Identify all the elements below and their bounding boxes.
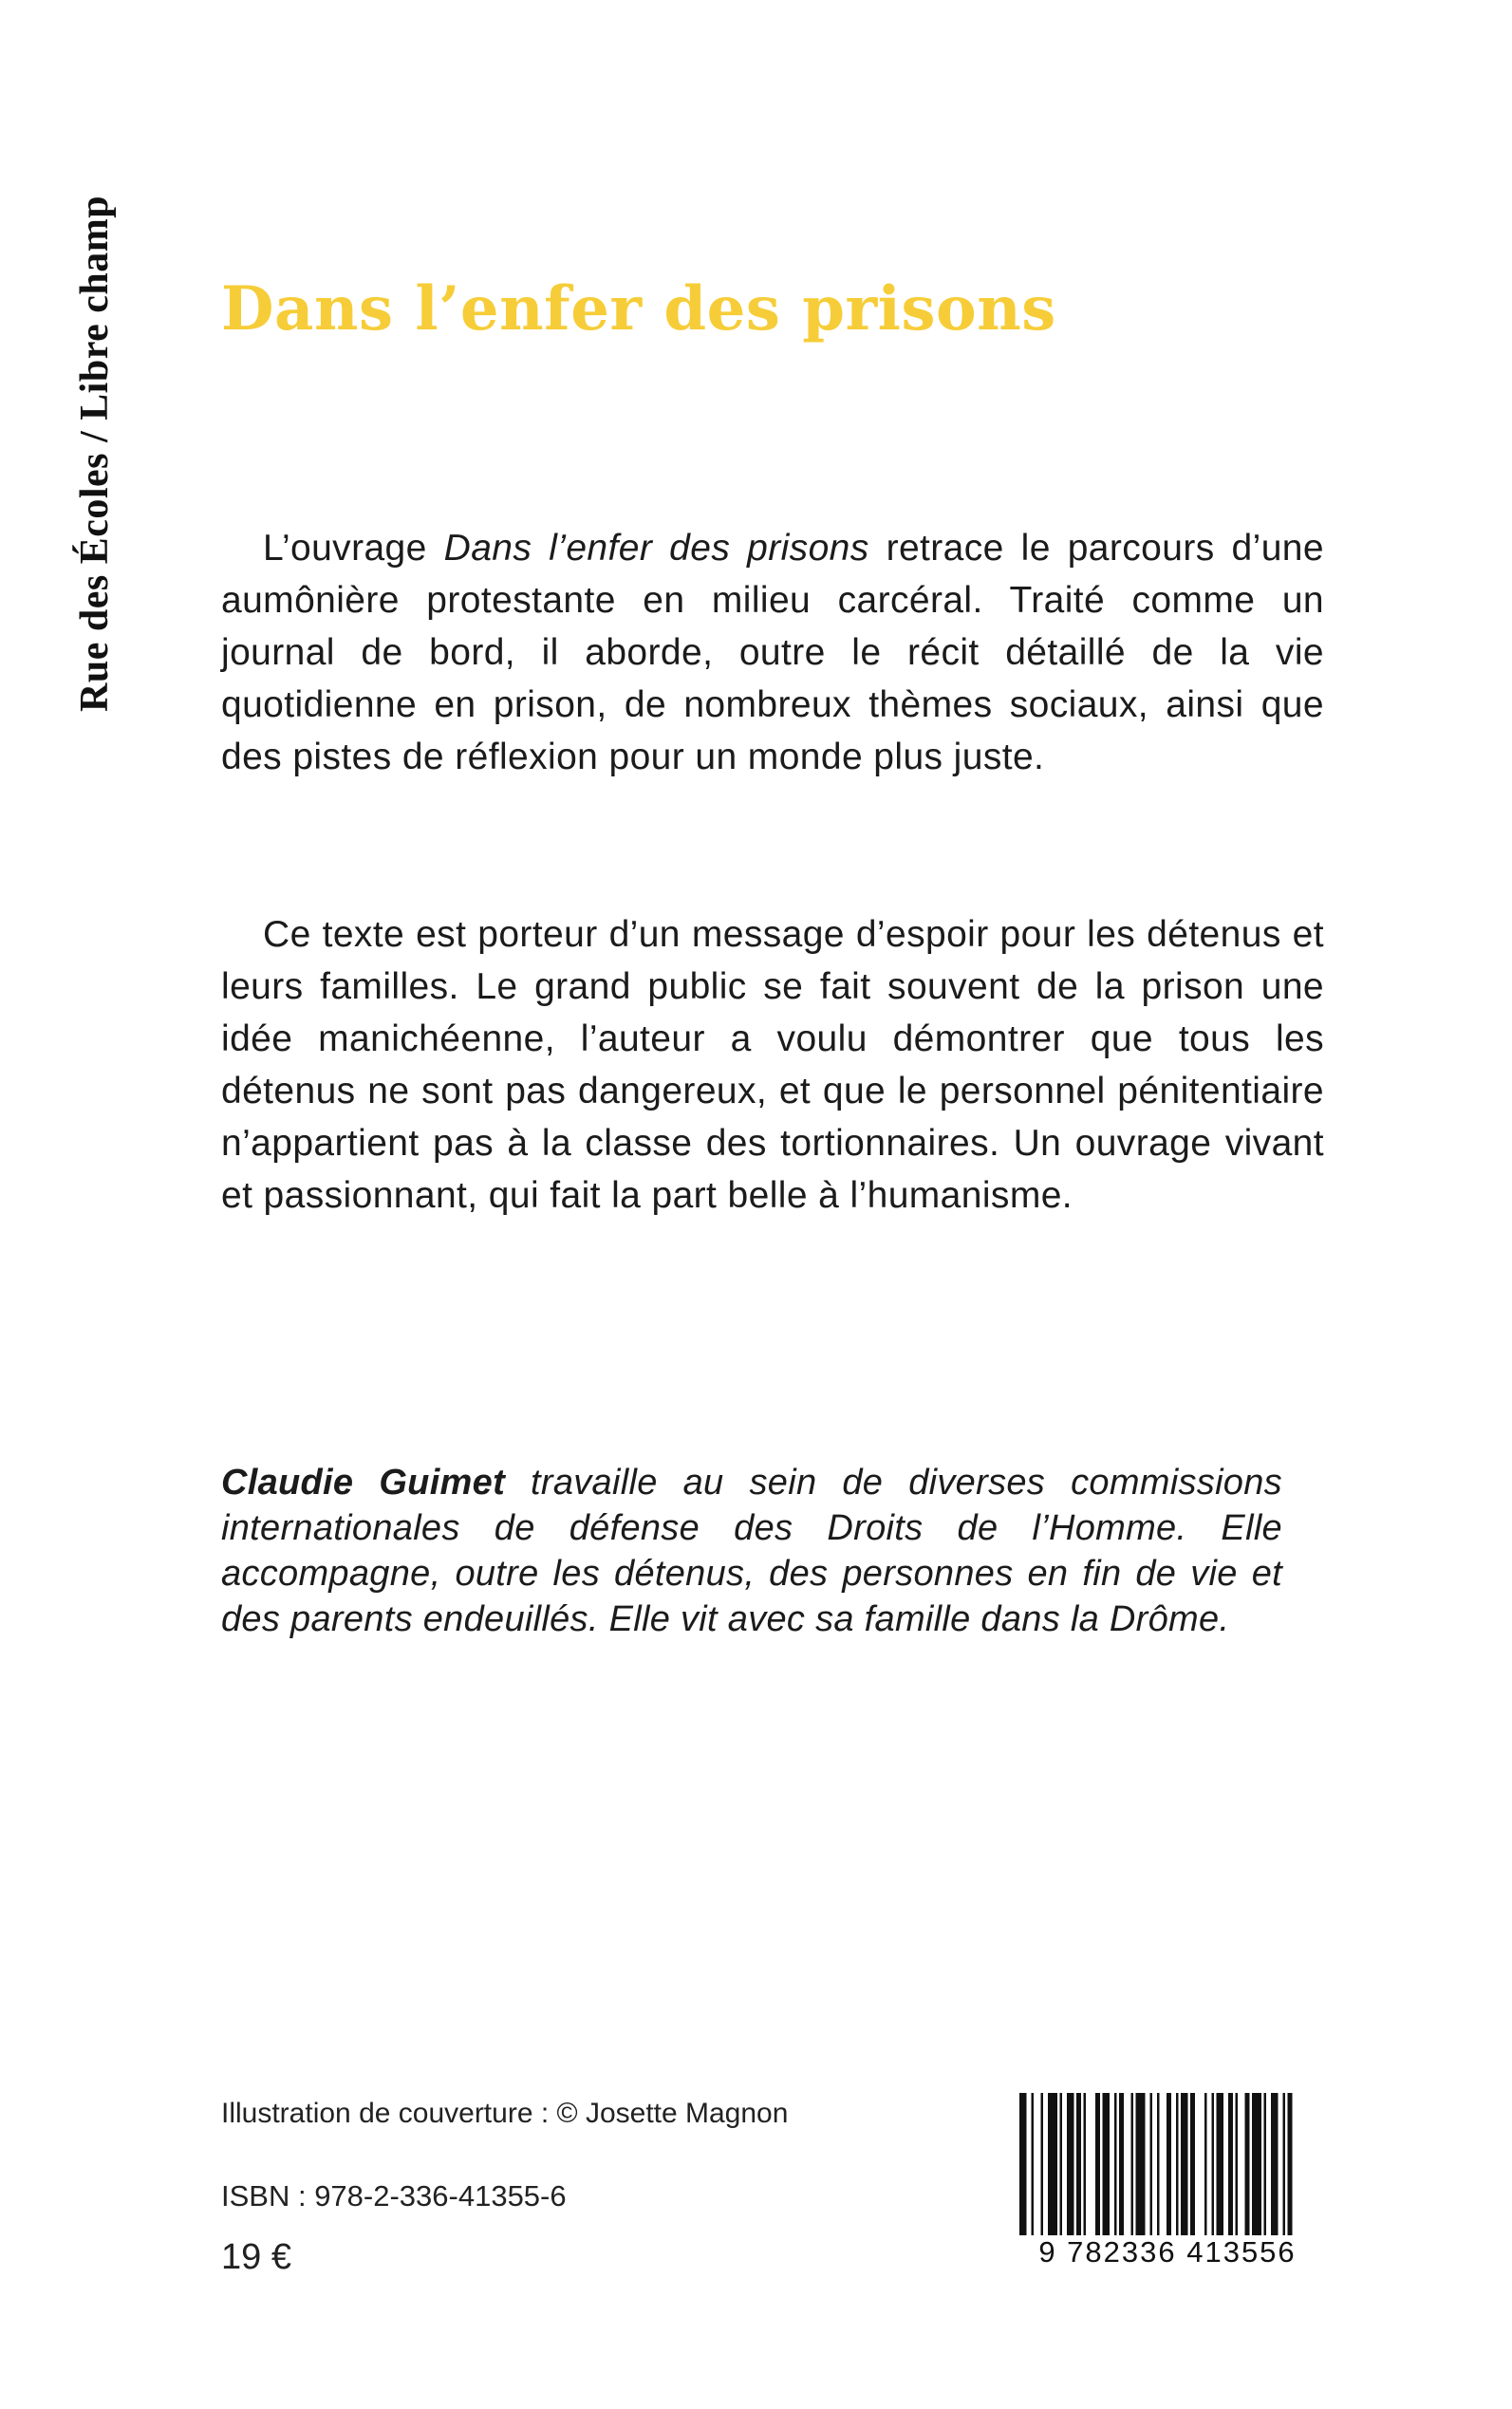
barcode-bar [1032,2093,1035,2250]
barcode-digits: 9 782336 413556 [1016,2235,1319,2269]
barcode-bar [1041,2093,1044,2235]
description-paragraph-1 [221,522,1324,783]
barcode-bar [1271,2093,1279,2235]
description-paragraph-2: Ce texte est porteur d’un message d’espoir pour les détenus et leurs familles. Le grand public se fait souvent de la prison une idée manichéenne, l’auteur a voulu démontrer que tous les détenus ne sont pas dangereux, et que le personnel pénitentiaire n’appartient pas à la classe des tortionnaires. Un ouvrage vivant et passionnant, qui fait la part belle à l’humanisme. [221,914,1324,1216]
barcode-bar [1067,2093,1074,2235]
barcode-bar [1019,2093,1027,2250]
barcode-bar [1176,2093,1179,2235]
barcode-bar [1204,2093,1207,2235]
barcode-bar [1217,2093,1224,2235]
description-p1-pre: L’ouvrage [263,528,444,569]
isbn: ISBN : 978-2-336-41355-6 [221,2179,567,2213]
barcode-bar [1131,2093,1134,2235]
barcode-bar [1119,2093,1124,2235]
barcode-bar [1095,2093,1100,2235]
barcode-bar [1157,2093,1160,2235]
barcode-bar [1181,2093,1188,2235]
barcode-bar [1076,2093,1081,2235]
author-name: Claudie Guimet [221,1463,506,1503]
barcode-bar [1283,2093,1286,2235]
description-p1-post: retrace le parcours d’une aumônière protestante en milieu carcéral. Traité comme un journal de bord, il aborde, outre le récit détaillé de la vie quotidienne en prison, de nombreux thèmes sociaux, ainsi que des pistes de réflexion pour un monde plus juste. [221,528,1324,777]
barcode-bar [1150,2093,1153,2235]
barcode-bar [1048,2093,1057,2235]
illustration-credit: Illustration de couverture : © Josette Magnon [221,2098,789,2129]
barcode-bar [1103,2093,1111,2235]
barcode-bar [1252,2093,1261,2235]
barcode-bar [1167,2093,1171,2235]
barcode-bar [1084,2093,1087,2235]
barcode-bar [1288,2093,1293,2250]
author-bio [221,1460,1282,1642]
barcode-bar [1136,2093,1146,2235]
description-p1-title: Dans l’enfer des prisons [443,528,869,569]
barcode-bar [1236,2093,1239,2235]
barcode-bar [1060,2093,1063,2235]
barcode-bar [1212,2093,1215,2235]
barcode-bar [1190,2093,1195,2235]
series-name: Rue des Écoles / Libre champ [73,195,117,712]
author-bio-text: travaille au sein de diverses commissions internationales de défense des Droits de l’Homme. Elle accompagne, outre les détenus, des personnes en fin de vie et des parents endeuillés. Elle vit avec sa famille dans la Drôme. [221,1463,1282,1639]
barcode-bar [1114,2093,1117,2235]
barcode-bar [1245,2093,1250,2235]
barcode [1016,2093,1319,2283]
spine-label [73,104,117,712]
barcode-bar [1228,2093,1233,2235]
barcode-bar [1264,2093,1267,2235]
book-title: Dans l’enfer des prisons [221,273,1056,345]
price: 19 € [221,2237,291,2277]
